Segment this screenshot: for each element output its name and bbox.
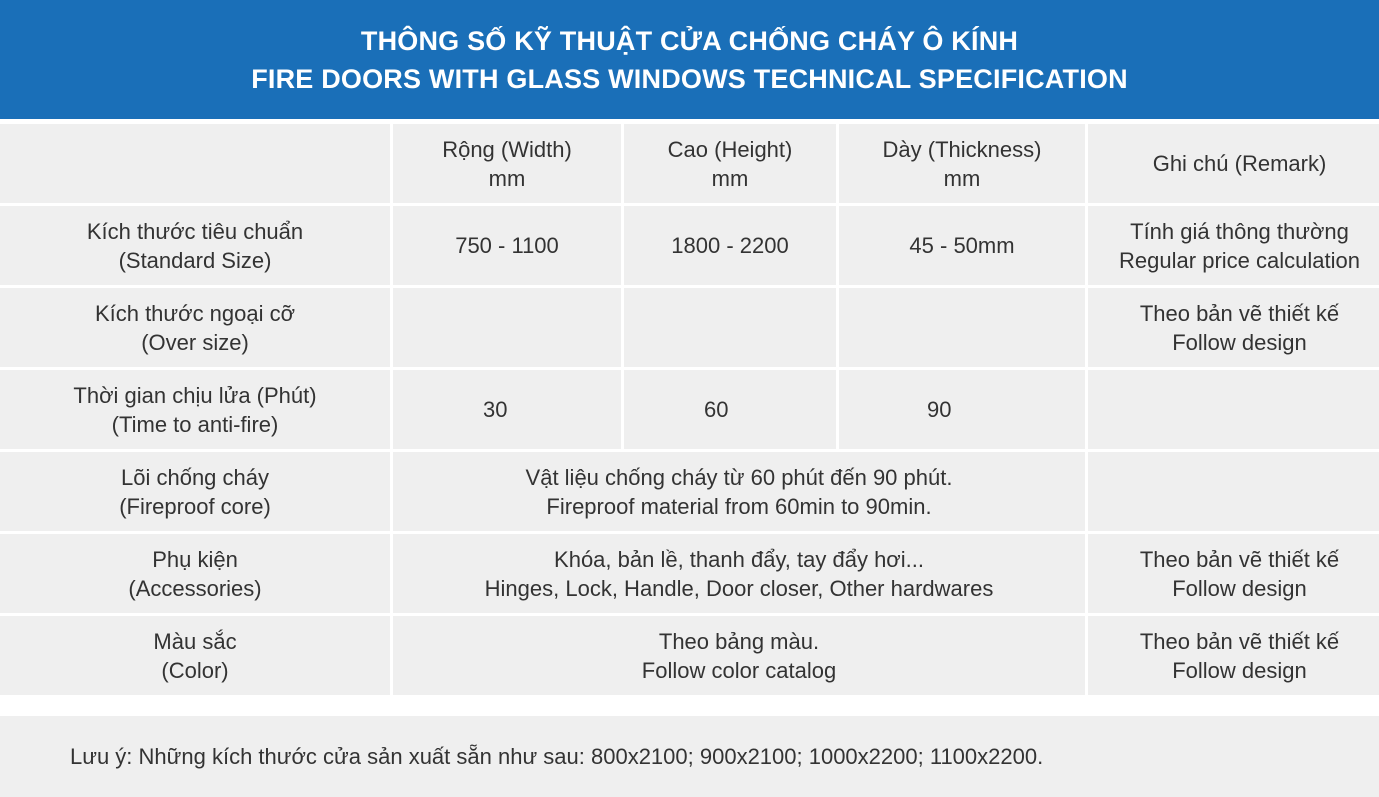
oversize-height-value: [624, 288, 836, 367]
table-row: [0, 452, 1379, 531]
column-header-remark: Ghi chú (Remark): [1088, 124, 1379, 203]
row-label-fireproof-core: Lõi chống cháy (Fireproof core): [0, 452, 390, 531]
fire-time-value-2: 60: [624, 370, 836, 449]
row-label-accessories: Phụ kiện (Accessories): [0, 534, 390, 613]
table-header-row: [0, 124, 1379, 203]
accessories-remark: Theo bản vẽ thiết kế Follow design: [1088, 534, 1379, 613]
oversize-thickness-value: [839, 288, 1085, 367]
standard-thickness-value: 45 - 50mm: [839, 206, 1085, 285]
oversize-width-value: [393, 288, 621, 367]
oversize-remark: Theo bản vẽ thiết kế Follow design: [1088, 288, 1379, 367]
note-text: Lưu ý: Những kích thước cửa sản xuất sẵn như sau: 800x2100; 900x2100; 1000x2200; 1100x2200.: [70, 743, 1044, 769]
spec-header: [0, 0, 1379, 119]
table-row: [0, 534, 1379, 613]
standard-sizes-note: [0, 716, 1379, 797]
table-row: [0, 206, 1379, 285]
color-value: Theo bảng màu. Follow color catalog: [393, 616, 1085, 695]
column-header-width: Rộng (Width) mm: [393, 124, 621, 203]
header-empty-cell: [0, 124, 390, 203]
table-row: [0, 288, 1379, 367]
spec-table: [0, 121, 1379, 698]
standard-remark: Tính giá thông thường Regular price calculation: [1088, 206, 1379, 285]
column-header-thickness: Dày (Thickness) mm: [839, 124, 1085, 203]
fire-time-remark: [1088, 370, 1379, 449]
column-header-height: Cao (Height) mm: [624, 124, 836, 203]
fireproof-core-remark: [1088, 452, 1379, 531]
row-label-color: Màu sắc (Color): [0, 616, 390, 695]
table-row: [0, 370, 1379, 449]
row-label-fire-time: Thời gian chịu lửa (Phút) (Time to anti-fire): [0, 370, 390, 449]
color-remark: Theo bản vẽ thiết kế Follow design: [1088, 616, 1379, 695]
fireproof-core-value: Vật liệu chống cháy từ 60 phút đến 90 phút. Fireproof material from 60min to 90min.: [393, 452, 1085, 531]
standard-height-value: 1800 - 2200: [624, 206, 836, 285]
fire-time-value-3: 90: [839, 370, 1085, 449]
table-row: [0, 616, 1379, 695]
fire-time-value-1: 30: [393, 370, 621, 449]
standard-width-value: 750 - 1100: [393, 206, 621, 285]
row-label-standard-size: Kích thước tiêu chuẩn (Standard Size): [0, 206, 390, 285]
title-vietnamese: THÔNG SỐ KỸ THUẬT CỬA CHỐNG CHÁY Ô KÍNH: [360, 25, 1019, 56]
accessories-value: Khóa, bản lề, thanh đẩy, tay đẩy hơi... Hinges, Lock, Handle, Door closer, Other hardwares: [393, 534, 1085, 613]
title-english: FIRE DOORS WITH GLASS WINDOWS TECHNICAL SPECIFICATION: [251, 63, 1128, 94]
row-label-over-size: Kích thước ngoại cỡ (Over size): [0, 288, 390, 367]
